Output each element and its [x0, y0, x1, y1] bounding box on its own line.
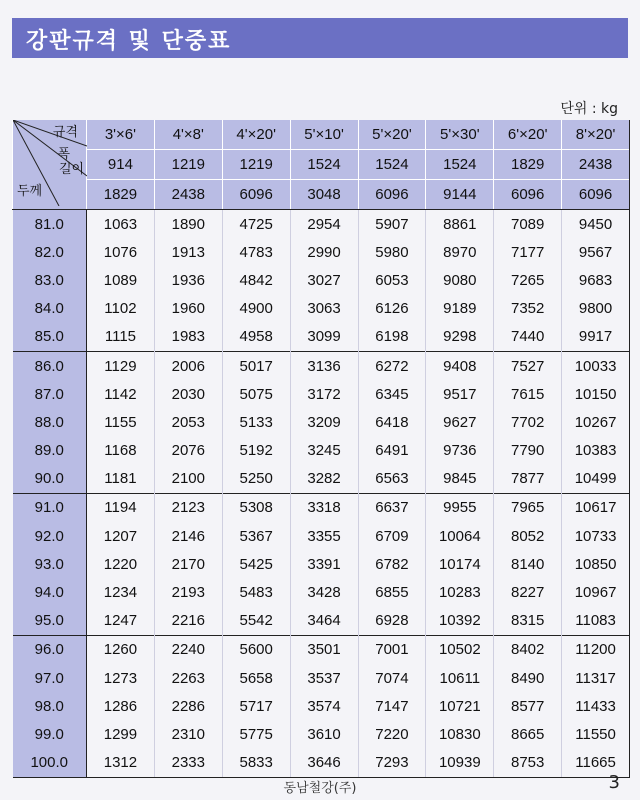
weight-cell: 11317: [562, 664, 630, 692]
weight-cell: 1089: [87, 266, 155, 294]
width-cell: 914: [87, 150, 155, 180]
weight-cell: 4958: [222, 323, 290, 352]
weight-cell: 1247: [87, 607, 155, 636]
weight-cell: 11083: [562, 607, 630, 636]
weight-cell: 1936: [154, 266, 222, 294]
table-row: [13, 295, 630, 323]
weight-cell: 6928: [358, 607, 426, 636]
weight-cell: 6418: [358, 408, 426, 436]
weight-cell: 9683: [562, 266, 630, 294]
spec-header-cell: 6'×20': [494, 120, 562, 150]
weight-cell: 9800: [562, 295, 630, 323]
length-cell: 6096: [222, 180, 290, 210]
weight-cell: 7177: [494, 238, 562, 266]
weight-cell: 10174: [426, 550, 494, 578]
weight-cell: 5250: [222, 465, 290, 494]
weight-cell: 9450: [562, 210, 630, 239]
weight-cell: 1286: [87, 692, 155, 720]
weight-cell: 11550: [562, 720, 630, 748]
weight-cell: 5192: [222, 437, 290, 465]
weight-cell: 3209: [290, 408, 358, 436]
weight-cell: 4842: [222, 266, 290, 294]
weight-cell: 7527: [494, 351, 562, 380]
table-row: [13, 437, 630, 465]
company-footer: 동남철강(주): [283, 781, 357, 796]
width-cell: 1524: [290, 150, 358, 180]
weight-cell: 1983: [154, 323, 222, 352]
page-number: 3: [608, 772, 620, 793]
weight-cell: 8970: [426, 238, 494, 266]
weight-cell: 11665: [562, 749, 630, 778]
thickness-cell: 96.0: [13, 635, 87, 664]
spec-header-cell: 8'×20': [562, 120, 630, 150]
thickness-cell: 85.0: [13, 323, 87, 352]
thickness-cell: 90.0: [13, 465, 87, 494]
weight-cell: 5658: [222, 664, 290, 692]
weight-cell: 2954: [290, 210, 358, 239]
spec-header-cell: 5'×20': [358, 120, 426, 150]
steel-plate-weight-table: [12, 120, 630, 778]
table-row: [13, 607, 630, 636]
corner-label-width: 폭: [57, 146, 70, 161]
weight-cell: 10939: [426, 749, 494, 778]
table-row: [13, 210, 630, 239]
weight-cell: 10721: [426, 692, 494, 720]
weight-cell: 7089: [494, 210, 562, 239]
unit-label: 단위 : kg: [560, 101, 618, 117]
weight-cell: 1299: [87, 720, 155, 748]
weight-cell: 10617: [562, 493, 630, 522]
weight-cell: 7965: [494, 493, 562, 522]
thickness-cell: 84.0: [13, 295, 87, 323]
weight-cell: 3172: [290, 380, 358, 408]
weight-cell: 7352: [494, 295, 562, 323]
thickness-cell: 88.0: [13, 408, 87, 436]
weight-cell: 7877: [494, 465, 562, 494]
weight-cell: 9736: [426, 437, 494, 465]
table-row: [13, 465, 630, 494]
weight-cell: 10733: [562, 522, 630, 550]
weight-cell: 2170: [154, 550, 222, 578]
weight-cell: 1142: [87, 380, 155, 408]
weight-cell: 2310: [154, 720, 222, 748]
weight-cell: 3245: [290, 437, 358, 465]
length-cell: 6096: [494, 180, 562, 210]
thickness-cell: 91.0: [13, 493, 87, 522]
weight-cell: 2333: [154, 749, 222, 778]
weight-cell: 2216: [154, 607, 222, 636]
table-row: [13, 238, 630, 266]
weight-cell: 6782: [358, 550, 426, 578]
table-row: [13, 578, 630, 606]
thickness-cell: 93.0: [13, 550, 87, 578]
weight-cell: 7220: [358, 720, 426, 748]
weight-cell: 3063: [290, 295, 358, 323]
weight-cell: 10267: [562, 408, 630, 436]
thickness-cell: 100.0: [13, 749, 87, 778]
weight-cell: 7702: [494, 408, 562, 436]
weight-cell: 1168: [87, 437, 155, 465]
table-row: [13, 749, 630, 778]
weight-cell: 7615: [494, 380, 562, 408]
weight-cell: 2146: [154, 522, 222, 550]
weight-cell: 3428: [290, 578, 358, 606]
weight-cell: 2053: [154, 408, 222, 436]
length-cell: 3048: [290, 180, 358, 210]
weight-cell: 4783: [222, 238, 290, 266]
weight-cell: 2193: [154, 578, 222, 606]
thickness-cell: 86.0: [13, 351, 87, 380]
length-cell: 1829: [87, 180, 155, 210]
width-cell: 1524: [426, 150, 494, 180]
weight-cell: 5133: [222, 408, 290, 436]
weight-cell: 8490: [494, 664, 562, 692]
weight-cell: 2100: [154, 465, 222, 494]
weight-cell: 1890: [154, 210, 222, 239]
weight-cell: 6709: [358, 522, 426, 550]
weight-cell: 6855: [358, 578, 426, 606]
weight-cell: 2240: [154, 635, 222, 664]
weight-cell: 2030: [154, 380, 222, 408]
weight-cell: 5542: [222, 607, 290, 636]
weight-cell: 10502: [426, 635, 494, 664]
weight-cell: 10283: [426, 578, 494, 606]
weight-cell: 2286: [154, 692, 222, 720]
table-row: [13, 522, 630, 550]
thickness-cell: 99.0: [13, 720, 87, 748]
table-row: [13, 550, 630, 578]
weight-cell: 1220: [87, 550, 155, 578]
thickness-cell: 83.0: [13, 266, 87, 294]
table-row: [13, 635, 630, 664]
weight-cell: 7293: [358, 749, 426, 778]
weight-cell: 3646: [290, 749, 358, 778]
weight-cell: 3027: [290, 266, 358, 294]
thickness-cell: 97.0: [13, 664, 87, 692]
weight-cell: 10499: [562, 465, 630, 494]
weight-cell: 8315: [494, 607, 562, 636]
weight-cell: 9627: [426, 408, 494, 436]
weight-cell: 5075: [222, 380, 290, 408]
weight-cell: 8861: [426, 210, 494, 239]
width-row: [13, 150, 630, 180]
weight-cell: 1129: [87, 351, 155, 380]
width-cell: 2438: [562, 150, 630, 180]
weight-cell: 6198: [358, 323, 426, 352]
table-row: [13, 692, 630, 720]
weight-cell: 1194: [87, 493, 155, 522]
weight-cell: 6637: [358, 493, 426, 522]
weight-cell: 5833: [222, 749, 290, 778]
table-row: [13, 664, 630, 692]
weight-cell: 1260: [87, 635, 155, 664]
thickness-cell: 81.0: [13, 210, 87, 239]
thickness-cell: 95.0: [13, 607, 87, 636]
table-row: [13, 493, 630, 522]
weight-cell: 2006: [154, 351, 222, 380]
weight-cell: 9567: [562, 238, 630, 266]
weight-cell: 3136: [290, 351, 358, 380]
weight-cell: 10830: [426, 720, 494, 748]
weight-cell: 1960: [154, 295, 222, 323]
weight-cell: 3610: [290, 720, 358, 748]
weight-cell: 3574: [290, 692, 358, 720]
weight-cell: 1115: [87, 323, 155, 352]
thickness-cell: 98.0: [13, 692, 87, 720]
weight-cell: 1076: [87, 238, 155, 266]
weight-cell: 7790: [494, 437, 562, 465]
weight-cell: 3318: [290, 493, 358, 522]
weight-cell: 2990: [290, 238, 358, 266]
weight-cell: 5017: [222, 351, 290, 380]
spec-header-cell: 4'×20': [222, 120, 290, 150]
page-title: 강판규격 및 단중표: [26, 29, 232, 54]
weight-cell: 2263: [154, 664, 222, 692]
weight-cell: 7265: [494, 266, 562, 294]
weight-cell: 11433: [562, 692, 630, 720]
weight-cell: 6126: [358, 295, 426, 323]
weight-cell: 6345: [358, 380, 426, 408]
weight-cell: 8402: [494, 635, 562, 664]
spec-header-cell: 4'×8': [154, 120, 222, 150]
spec-header-cell: 3'×6': [87, 120, 155, 150]
weight-cell: 3391: [290, 550, 358, 578]
table-row: [13, 408, 630, 436]
weight-cell: 1102: [87, 295, 155, 323]
weight-cell: 10064: [426, 522, 494, 550]
corner-header-cell: [13, 120, 87, 210]
thickness-cell: 89.0: [13, 437, 87, 465]
table-row: [13, 351, 630, 380]
weight-cell: 8227: [494, 578, 562, 606]
weight-cell: 10150: [562, 380, 630, 408]
weight-cell: 3355: [290, 522, 358, 550]
thickness-cell: 87.0: [13, 380, 87, 408]
weight-cell: 7440: [494, 323, 562, 352]
weight-cell: 10850: [562, 550, 630, 578]
width-cell: 1829: [494, 150, 562, 180]
weight-cell: 5367: [222, 522, 290, 550]
weight-cell: 5775: [222, 720, 290, 748]
weight-cell: 1155: [87, 408, 155, 436]
weight-cell: 3537: [290, 664, 358, 692]
corner-label-thickness: 두께: [17, 183, 43, 198]
weight-cell: 10033: [562, 351, 630, 380]
weight-cell: 3282: [290, 465, 358, 494]
spec-header-cell: 5'×30': [426, 120, 494, 150]
weight-cell: 2076: [154, 437, 222, 465]
weight-cell: 1063: [87, 210, 155, 239]
weight-cell: 10967: [562, 578, 630, 606]
length-cell: 6096: [562, 180, 630, 210]
width-cell: 1524: [358, 150, 426, 180]
weight-cell: 9917: [562, 323, 630, 352]
weight-cell: 8577: [494, 692, 562, 720]
weight-cell: 7147: [358, 692, 426, 720]
weight-cell: 8140: [494, 550, 562, 578]
weight-cell: 4900: [222, 295, 290, 323]
table-row: [13, 266, 630, 294]
weight-cell: 9189: [426, 295, 494, 323]
weight-cell: 1913: [154, 238, 222, 266]
weight-cell: 1234: [87, 578, 155, 606]
weight-cell: 10392: [426, 607, 494, 636]
weight-cell: 5483: [222, 578, 290, 606]
length-row: [13, 180, 630, 210]
width-cell: 1219: [154, 150, 222, 180]
weight-cell: 9955: [426, 493, 494, 522]
weight-cell: 6491: [358, 437, 426, 465]
weight-cell: 9845: [426, 465, 494, 494]
weight-cell: 3464: [290, 607, 358, 636]
spec-header-cell: 5'×10': [290, 120, 358, 150]
weight-cell: 5425: [222, 550, 290, 578]
weight-cell: 8052: [494, 522, 562, 550]
weight-cell: 1312: [87, 749, 155, 778]
weight-cell: 7001: [358, 635, 426, 664]
weight-cell: 8665: [494, 720, 562, 748]
corner-label-spec: 규격: [52, 124, 78, 139]
weight-cell: 6053: [358, 266, 426, 294]
weight-cell: 7074: [358, 664, 426, 692]
weight-cell: 2123: [154, 493, 222, 522]
thickness-cell: 94.0: [13, 578, 87, 606]
table-row: [13, 323, 630, 352]
length-cell: 9144: [426, 180, 494, 210]
thickness-cell: 82.0: [13, 238, 87, 266]
thickness-cell: 92.0: [13, 522, 87, 550]
weight-cell: 1181: [87, 465, 155, 494]
spec-header-row: [13, 120, 630, 150]
weight-cell: 9298: [426, 323, 494, 352]
weight-cell: 5600: [222, 635, 290, 664]
length-cell: 2438: [154, 180, 222, 210]
weight-cell: 3501: [290, 635, 358, 664]
length-cell: 6096: [358, 180, 426, 210]
weight-cell: 4725: [222, 210, 290, 239]
weight-cell: 10383: [562, 437, 630, 465]
weight-cell: 1273: [87, 664, 155, 692]
weight-cell: 9408: [426, 351, 494, 380]
width-cell: 1219: [222, 150, 290, 180]
weight-cell: 6272: [358, 351, 426, 380]
weight-rows: [13, 210, 630, 778]
weight-cell: 1207: [87, 522, 155, 550]
corner-label-length: 길이: [59, 161, 85, 176]
weight-cell: 5717: [222, 692, 290, 720]
weight-cell: 10611: [426, 664, 494, 692]
weight-cell: 3099: [290, 323, 358, 352]
weight-cell: 11200: [562, 635, 630, 664]
weight-cell: 6563: [358, 465, 426, 494]
weight-cell: 5907: [358, 210, 426, 239]
weight-cell: 9080: [426, 266, 494, 294]
weight-cell: 5308: [222, 493, 290, 522]
weight-cell: 5980: [358, 238, 426, 266]
weight-cell: 8753: [494, 749, 562, 778]
table-row: [13, 380, 630, 408]
weight-cell: 9517: [426, 380, 494, 408]
table-row: [13, 720, 630, 748]
